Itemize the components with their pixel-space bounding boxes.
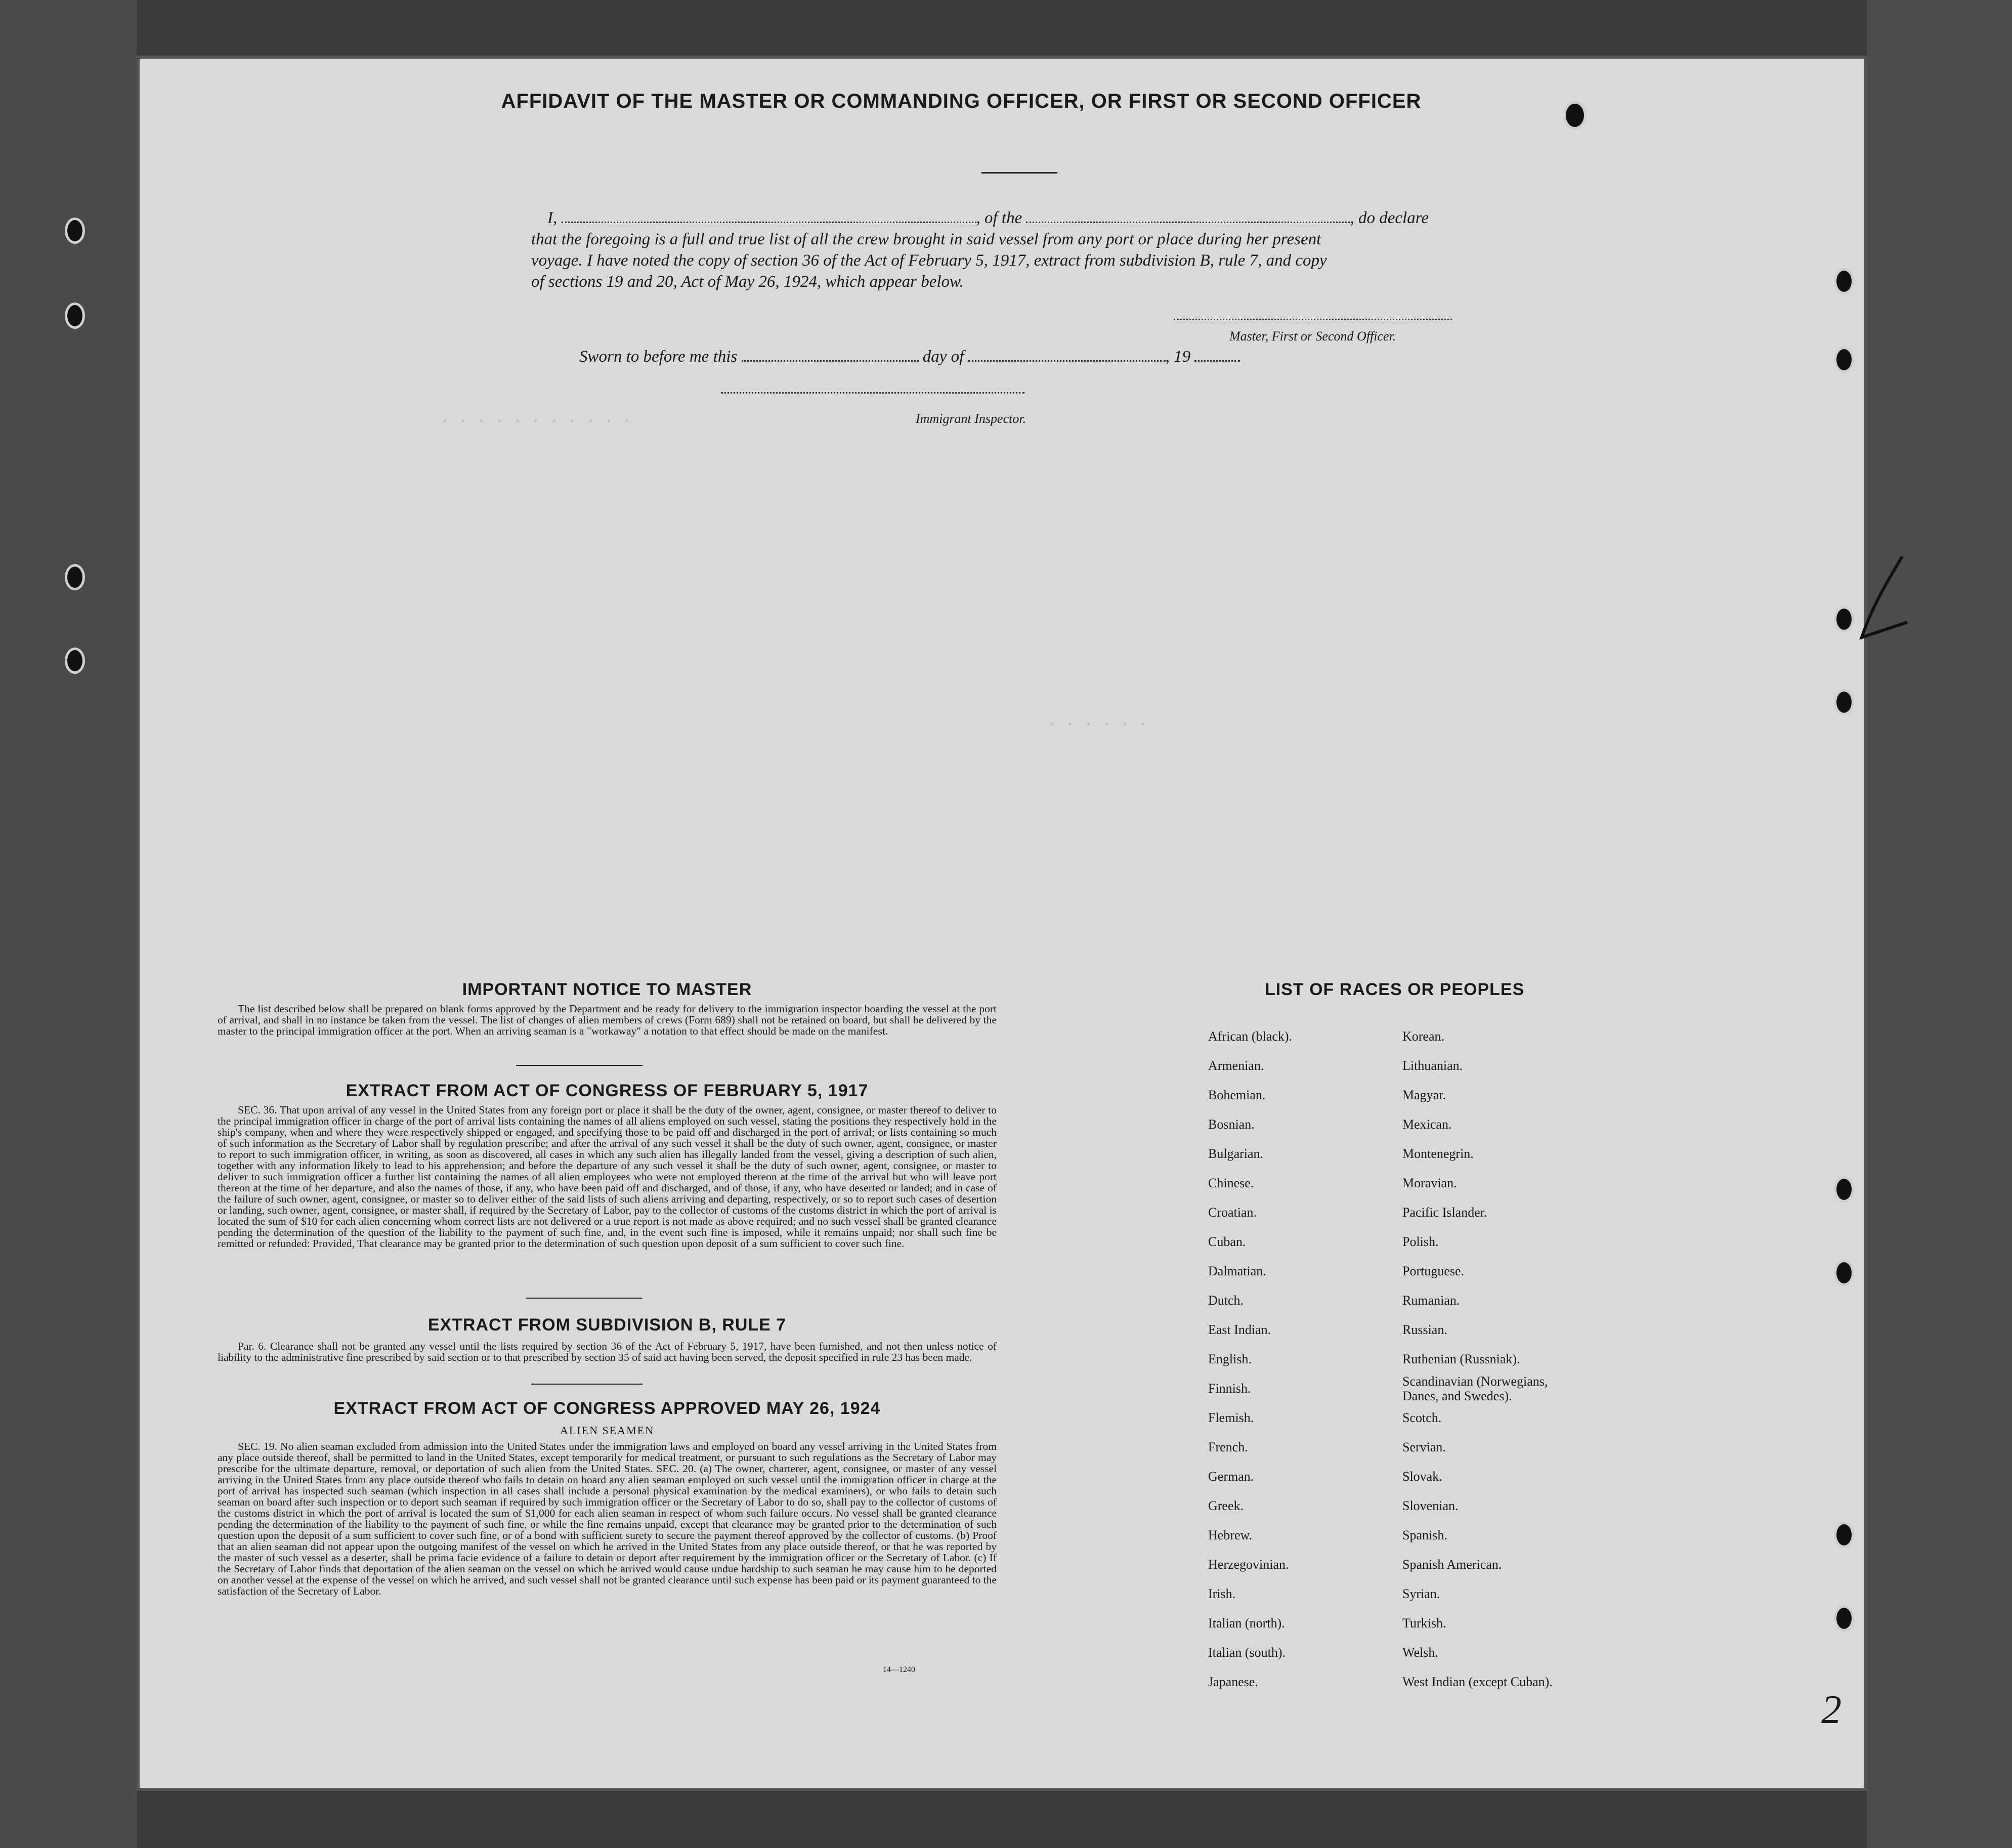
affidavit-line-2: that the foregoing is a full and true list of all the crew brought in said vessel from any port or place during her present bbox=[531, 230, 1321, 248]
affidavit-line-1 bbox=[531, 207, 1492, 229]
race-item: English. bbox=[1208, 1352, 1252, 1366]
master-signature-field[interactable] bbox=[1174, 319, 1452, 320]
punch-hole bbox=[1834, 347, 1854, 373]
punch-hole bbox=[1834, 268, 1854, 294]
punch-hole bbox=[1834, 689, 1854, 715]
race-item: East Indian. bbox=[1208, 1322, 1271, 1337]
punch-hole bbox=[1834, 1605, 1854, 1631]
inspector-signature-label: Immigrant Inspector. bbox=[916, 411, 1026, 426]
race-item: Croatian. bbox=[1208, 1205, 1257, 1220]
race-item: Dalmatian. bbox=[1208, 1264, 1266, 1278]
affidavit-line-3: voyage. I have noted the copy of section 36 of the Act of February 5, 1917, extract from subdivision B, rule 7, and copy bbox=[531, 251, 1327, 270]
race-item: Irish. bbox=[1208, 1586, 1236, 1601]
race-item: Greek. bbox=[1208, 1498, 1244, 1513]
race-item: Slovak. bbox=[1402, 1469, 1442, 1484]
race-item: Spanish. bbox=[1402, 1528, 1447, 1542]
race-item: Bulgarian. bbox=[1208, 1146, 1264, 1161]
race-item: Ruthenian (Russniak). bbox=[1402, 1352, 1520, 1366]
notice-body: The list described below shall be prepared on blank forms approved by the Department and be ready for delivery to the immigration inspector boarding the vessel at the port of arrival, and shall in no instance be taken from the vessel. The list of changes of alien members of crews (Form 689) shall not be retained on board, but shall be delivered by the master to the principal immigration officer at the port. When an arriving seaman is a "workaway" a notation to that effect should be made on the manifest. bbox=[218, 1003, 997, 1037]
sworn-month-field[interactable] bbox=[968, 360, 1166, 362]
handwritten-stroke bbox=[1852, 551, 1912, 653]
race-item: West Indian (except Cuban). bbox=[1402, 1674, 1553, 1689]
title-rule bbox=[981, 172, 1057, 174]
punch-hole bbox=[1834, 1176, 1854, 1202]
punch-hole bbox=[1834, 606, 1854, 632]
race-item: German. bbox=[1208, 1469, 1254, 1484]
race-item: Montenegrin. bbox=[1402, 1146, 1474, 1161]
race-item: Lithuanian. bbox=[1402, 1058, 1463, 1073]
film-edge-left bbox=[0, 0, 137, 1848]
bleed-through-text: . . . . . . . . . . . bbox=[440, 410, 632, 427]
affidavit-title: AFFIDAVIT OF THE MASTER OR COMMANDING OFFICER, OR FIRST OR SECOND OFFICER bbox=[501, 90, 1422, 112]
declarant-name-field[interactable] bbox=[562, 222, 976, 223]
race-item: Dutch. bbox=[1208, 1293, 1244, 1308]
race-item: Russian. bbox=[1402, 1322, 1447, 1337]
race-item: Moravian. bbox=[1402, 1176, 1457, 1190]
punch-hole bbox=[1563, 101, 1587, 130]
race-item: Welsh. bbox=[1402, 1645, 1438, 1660]
race-item: Japanese. bbox=[1208, 1674, 1258, 1689]
race-item: Syrian. bbox=[1402, 1586, 1440, 1601]
race-item: Mexican. bbox=[1402, 1117, 1452, 1132]
punch-hole bbox=[65, 564, 85, 590]
year-prefix-text: , 19 bbox=[1165, 348, 1191, 366]
extract-1917-body: SEC. 36. That upon arrival of any vessel in the United States from any foreign port or place it shall be the duty of the owner, agent, consignee, or master thereof to deliver to the principal immigration officer in charge of the port of arrival lists containing the names of all aliens employed on such vessel, stating the positions they respectively hold in the ship's company, when and where they were respectively shipped or engaged, and specifying those to be paid off and discharged in the port of arrival; or lists containing so much of such information as the Secretary of Labor shall by regulation prescribe; and after the arrival of any such vessel it shall be the duty of such owner, agent, consignee, or master to report to such immigration officer, in writing, as soon as discovered, all cases in which any such alien has illegally landed from the vessel, giving a description of such alien, together with any information likely to lead to his apprehension; and before the departure of any such vessel it shall be the duty of such owner, agent, consignee, or master to deliver to such immigration officer a further list containing the names of all alien employees who were not employed thereon at the time of the arrival but who will leave port thereon at the time of her departure, and also the names of those, if any, who have been paid off and discharged, and of those, if any, who have deserted or landed; and in case of the failure of such owner, agent, consignee, or master so to deliver either of the said lists of such aliens arriving and departing, respectively, or so to report such cases of desertion or landing, such owner, agent, consignee, or master shall, if required by the Secretary of Labor, pay to the collector of customs of the customs district in which the port of arrival is located the sum of $10 for each alien concerning whom correct lists are not delivered or a true report is not made as above required; and no such vessel shall be granted clearance pending the determination of the question of the liability to the payment of such fine, and, in the event such fine is imposed, while it remains unpaid; nor shall such fine be remitted or refunded: Provided, That clearance may be granted prior to the determination of such question upon deposit of a sum sufficient to cover such fine. bbox=[218, 1104, 997, 1250]
section-rule bbox=[516, 1065, 643, 1066]
race-item: African (black). bbox=[1208, 1029, 1293, 1044]
sworn-text: Sworn to before me this bbox=[579, 348, 738, 366]
race-item: Italian (north). bbox=[1208, 1616, 1285, 1630]
race-item: Servian. bbox=[1402, 1440, 1446, 1454]
race-item: Hebrew. bbox=[1208, 1528, 1253, 1542]
races-column-1 bbox=[1208, 1022, 1292, 1697]
race-item: Cuban. bbox=[1208, 1234, 1246, 1249]
page-number-mark: 2 bbox=[1821, 1688, 1842, 1732]
race-item: Finnish. bbox=[1208, 1381, 1251, 1396]
affidavit-line-4: of sections 19 and 20, Act of May 26, 1924, which appear below. bbox=[531, 273, 964, 291]
race-item: Polish. bbox=[1402, 1234, 1439, 1249]
punch-hole bbox=[1834, 1260, 1854, 1286]
race-item: Italian (south). bbox=[1208, 1645, 1286, 1660]
rule7-title: EXTRACT FROM SUBDIVISION B, RULE 7 bbox=[427, 1315, 787, 1335]
vessel-name-field[interactable] bbox=[1026, 222, 1350, 223]
race-item: Portuguese. bbox=[1402, 1264, 1465, 1278]
extract-1924-title: EXTRACT FROM ACT OF CONGRESS APPROVED MAY 26, 1924 bbox=[333, 1399, 881, 1418]
alien-seamen-subtitle: ALIEN SEAMEN bbox=[560, 1424, 654, 1437]
races-column-2 bbox=[1402, 1022, 1569, 1697]
race-item: Rumanian. bbox=[1402, 1293, 1460, 1308]
race-item: Herzegovinian. bbox=[1208, 1557, 1289, 1572]
races-title: LIST OF RACES OR PEOPLES bbox=[1265, 980, 1525, 999]
race-item: Armenian. bbox=[1208, 1058, 1264, 1073]
day-of-text: day of bbox=[922, 348, 964, 366]
extract-1924-body: SEC. 19. No alien seaman excluded from admission into the United States under the immigration laws and employed on board any vessel arriving in the United States from any place outside thereof, shall be permitted to land in the United States, except temporarily for medical treatment, or pursuant to such regulations as the Secretary of Labor may prescribe for the ultimate departure, removal, or deportation of such alien from the United States. SEC. 20. (a) The owner, charterer, agent, consignee, or master of any vessel arriving in the United States from any place outside thereof who fails to detain on board any alien seaman employed on such vessel until the immigration officer in charge at the port of arrival has inspected such seaman (which inspection in all cases shall include a personal physical examination by the medical examiners), or who fails to detain such seaman on board after such inspection or to deport such seaman if required by such immigration officer or the Secretary of Labor to do so, shall pay to the collector of customs of the customs district in which the port of arrival is located the sum of $1,000 for each alien seaman in respect of whom such failure occurs. No vessel shall be granted clearance pending the determination of the liability to the payment of such fine, or while the fine remains unpaid, except that clearance may be granted prior to the determination of such question upon the deposit of a sum sufficient to cover such fine, or of a bond with sufficient surety to secure the payment thereof approved by the collector of customs. (b) Proof that an alien seaman did not appear upon the outgoing manifest of the vessel on which he arrived in the United States from any place outside thereof, or that he was reported by the master of such vessel as a deserter, shall be prima facie evidence of a failure to detain or deport after requirement by the immigration officer or the Secretary of Labor. (c) If the Secretary of Labor finds that deportation of the alien seaman on the vessel on which he arrived would cause undue hardship to such seaman he may cause him to be deported on another vessel at the expense of the vessel on which he arrived, and such vessel shall not be granted clearance until such expense has been paid or its payment guaranteed to the satisfaction of the Secretary of Labor. bbox=[218, 1440, 997, 1597]
punch-hole bbox=[1834, 1522, 1854, 1548]
race-item: Flemish. bbox=[1208, 1410, 1254, 1425]
extract-1917-title: EXTRACT FROM ACT OF CONGRESS OF FEBRUARY 5, 1917 bbox=[346, 1081, 869, 1100]
master-signature-label: Master, First or Second Officer. bbox=[1229, 329, 1396, 343]
do-declare-text: , do declare bbox=[1350, 209, 1429, 227]
punch-hole bbox=[65, 648, 85, 674]
rule7-body: Par. 6. Clearance shall not be granted any vessel until the lists required by section 36 of the Act of February 5, 1917, have been furnished, and not then unless notice of liability to the administrative fine prescribed by said section or to that prescribed by section 35 of said act having been served, the deposit specified in rule 23 has been made. bbox=[218, 1340, 997, 1363]
section-rule bbox=[526, 1298, 643, 1299]
sworn-line bbox=[579, 346, 1540, 367]
race-item: Bosnian. bbox=[1208, 1117, 1255, 1132]
race-item: Magyar. bbox=[1402, 1088, 1446, 1102]
race-item: Korean. bbox=[1402, 1029, 1445, 1044]
race-item: Bohemian. bbox=[1208, 1088, 1266, 1102]
race-item: French. bbox=[1208, 1440, 1248, 1454]
inspector-signature-field[interactable] bbox=[721, 392, 1024, 394]
of-the-text: , of the bbox=[976, 209, 1022, 227]
race-item: Scandinavian (Norwegians, Danes, and Swedes). bbox=[1402, 1374, 1548, 1403]
race-item: Pacific Islander. bbox=[1402, 1205, 1487, 1220]
declarant-prefix: I, bbox=[547, 209, 558, 227]
notice-title: IMPORTANT NOTICE TO MASTER bbox=[462, 980, 752, 999]
section-rule bbox=[531, 1384, 643, 1385]
sworn-day-field[interactable] bbox=[742, 360, 919, 362]
race-item: Spanish American. bbox=[1402, 1557, 1502, 1572]
punch-hole bbox=[65, 303, 85, 329]
punch-hole bbox=[65, 218, 85, 244]
race-item: Turkish. bbox=[1402, 1616, 1446, 1630]
race-item: Slovenian. bbox=[1402, 1498, 1459, 1513]
race-item: Scotch. bbox=[1402, 1410, 1442, 1425]
sworn-year-field[interactable] bbox=[1194, 360, 1240, 362]
race-item: Chinese. bbox=[1208, 1176, 1254, 1190]
bleed-through-text: . . . . . . bbox=[1047, 713, 1148, 730]
film-edge-right bbox=[1867, 0, 2012, 1848]
form-number: 14—1240 bbox=[883, 1665, 915, 1674]
